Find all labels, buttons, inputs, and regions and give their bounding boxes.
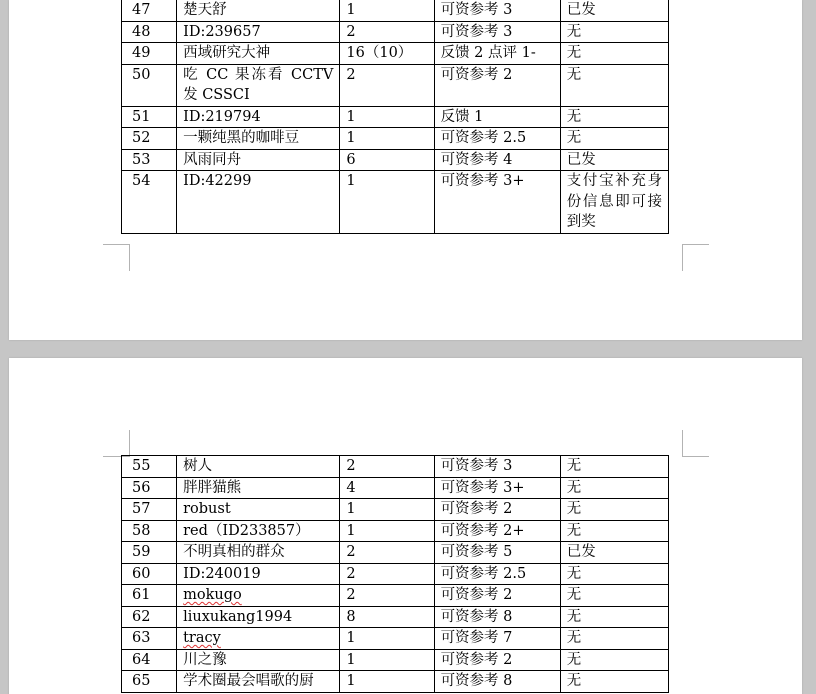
feedback-score: 可资参考 2.5 [434,128,560,150]
reward-status: 无 [560,628,668,650]
submission-count: 2 [340,21,434,43]
submission-count: 2 [340,542,434,564]
reward-status: 已发 [560,0,668,21]
reward-status: 无 [560,520,668,542]
reward-status: 无 [560,606,668,628]
feedback-score: 可资参考 3 [434,456,560,478]
feedback-score: 可资参考 5 [434,542,560,564]
row-number: 57 [122,499,177,521]
row-number: 54 [122,171,177,234]
feedback-score: 可资参考 3 [434,0,560,21]
user-name: 风雨同舟 [177,149,340,171]
margin-corner-mark [103,430,130,457]
submission-count: 1 [340,499,434,521]
reward-status: 无 [560,106,668,128]
feedback-score: 可资参考 2 [434,64,560,106]
spellcheck-flagged-text[interactable]: tracy [183,630,221,646]
submission-count: 1 [340,628,434,650]
submission-count: 2 [340,585,434,607]
user-name [177,628,340,650]
table-row [122,64,669,106]
user-name: 学术圈最会唱歌的厨 [177,671,340,693]
user-name [177,585,340,607]
row-number: 56 [122,477,177,499]
row-number: 51 [122,106,177,128]
row-number: 55 [122,456,177,478]
reward-status: 无 [560,585,668,607]
row-number: 62 [122,606,177,628]
row-number: 50 [122,64,177,106]
user-name: 吃 CC 果冻看 CCTV 发 CSSCI [177,64,340,106]
reward-status: 无 [560,477,668,499]
user-name: 川之豫 [177,649,340,671]
submission-count: 8 [340,606,434,628]
row-number: 48 [122,21,177,43]
submission-count: 2 [340,563,434,585]
results-table-page-1 [121,0,669,234]
feedback-score: 可资参考 8 [434,606,560,628]
row-number: 52 [122,128,177,150]
results-table-page-2 [121,455,669,693]
feedback-score: 可资参考 4 [434,149,560,171]
user-name: 西域研究大神 [177,43,340,65]
margin-corner-mark [103,244,130,271]
user-name: ID:240019 [177,563,340,585]
feedback-score: 可资参考 2 [434,585,560,607]
feedback-score: 可资参考 7 [434,628,560,650]
submission-count: 16（10） [340,43,434,65]
feedback-score: 可资参考 2+ [434,520,560,542]
submission-count: 1 [340,520,434,542]
user-name: 不明真相的群众 [177,542,340,564]
feedback-score: 可资参考 3+ [434,171,560,234]
reward-status: 无 [560,649,668,671]
reward-status: 无 [560,563,668,585]
table-row [122,128,669,150]
feedback-score: 可资参考 2.5 [434,563,560,585]
user-name: 树人 [177,456,340,478]
reward-status: 无 [560,128,668,150]
table-row [122,456,669,478]
submission-count: 1 [340,128,434,150]
reward-status: 已发 [560,542,668,564]
row-number: 61 [122,585,177,607]
reward-status: 已发 [560,149,668,171]
submission-count: 4 [340,477,434,499]
margin-corner-mark [682,430,709,457]
submission-count: 1 [340,0,434,21]
table-row [122,21,669,43]
table-row [122,149,669,171]
feedback-score: 可资参考 3+ [434,477,560,499]
row-number: 58 [122,520,177,542]
table-row [122,563,669,585]
table-row [122,499,669,521]
row-number: 63 [122,628,177,650]
user-name: ID:219794 [177,106,340,128]
table-row [122,106,669,128]
table-row [122,585,669,607]
user-name: 一颗纯黑的咖啡豆 [177,128,340,150]
feedback-score: 可资参考 2 [434,649,560,671]
row-number: 53 [122,149,177,171]
table-row [122,649,669,671]
feedback-score: 可资参考 3 [434,21,560,43]
reward-status: 无 [560,499,668,521]
table-row [122,520,669,542]
row-number: 60 [122,563,177,585]
submission-count: 2 [340,456,434,478]
reward-status: 无 [560,43,668,65]
reward-status: 无 [560,64,668,106]
reward-status: 无 [560,21,668,43]
table-row [122,477,669,499]
feedback-score: 反馈 2 点评 1- [434,43,560,65]
table-row [122,671,669,693]
feedback-score: 可资参考 2 [434,499,560,521]
table-row [122,43,669,65]
submission-count: 1 [340,671,434,693]
table-row [122,171,669,234]
row-number: 49 [122,43,177,65]
table-row [122,628,669,650]
reward-status: 支付宝补充身份信息即可接到奖 [560,171,668,234]
feedback-score: 可资参考 8 [434,671,560,693]
row-number: 47 [122,0,177,21]
user-name: robust [177,499,340,521]
document-page-2[interactable] [9,358,802,694]
user-name: liuxukang1994 [177,606,340,628]
submission-count: 1 [340,106,434,128]
table-row [122,542,669,564]
submission-count: 6 [340,149,434,171]
margin-corner-mark [682,244,709,271]
submission-count: 1 [340,171,434,234]
reward-status: 无 [560,456,668,478]
submission-count: 1 [340,649,434,671]
spellcheck-flagged-text[interactable]: mokugo [183,587,242,603]
user-name: 胖胖猫熊 [177,477,340,499]
user-name: ID:42299 [177,171,340,234]
row-number: 65 [122,671,177,693]
user-name: ID:239657 [177,21,340,43]
reward-status: 无 [560,671,668,693]
table-row [122,606,669,628]
row-number: 64 [122,649,177,671]
table-row [122,0,669,21]
row-number: 59 [122,542,177,564]
feedback-score: 反馈 1 [434,106,560,128]
user-name: 楚天舒 [177,0,340,21]
document-page-1[interactable] [9,0,802,340]
submission-count: 2 [340,64,434,106]
user-name: red（ID233857） [177,520,340,542]
